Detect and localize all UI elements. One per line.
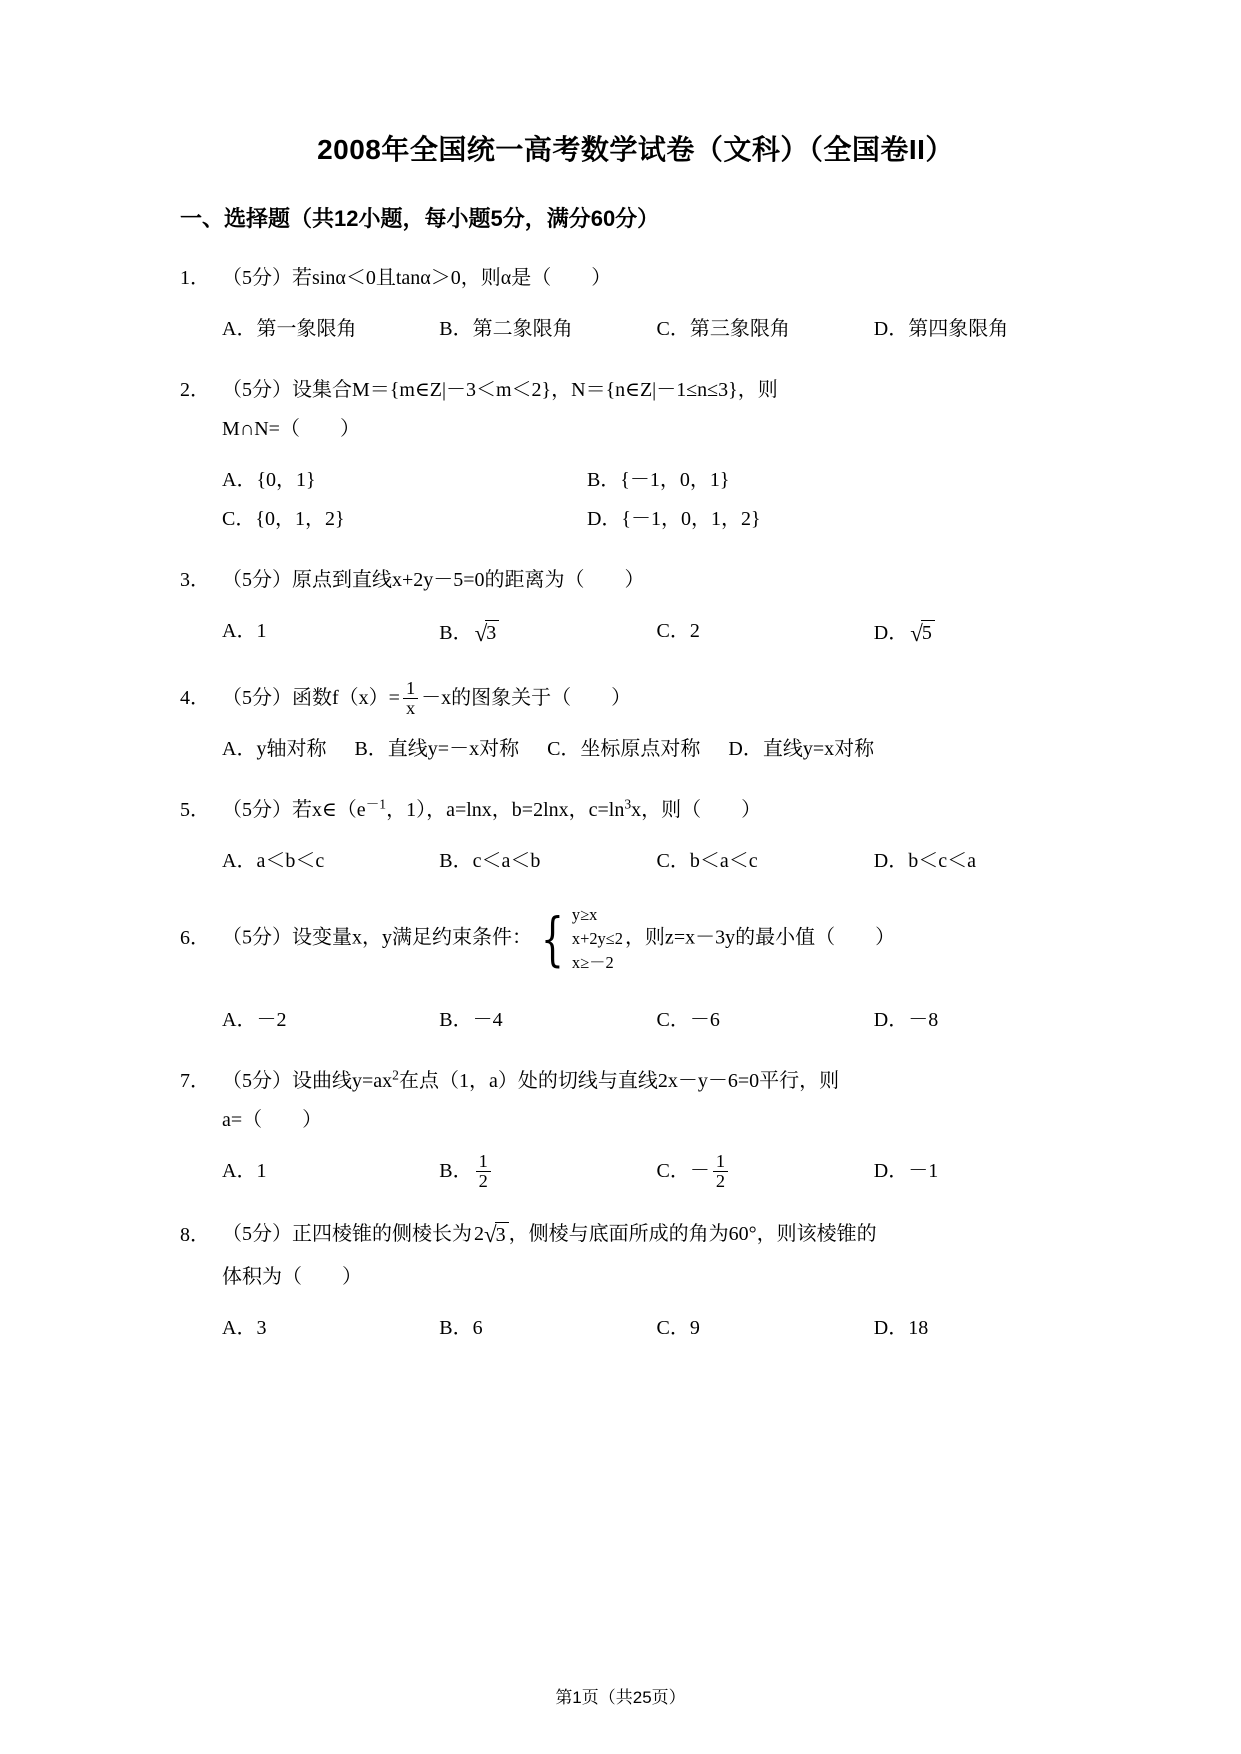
option-b[interactable]: B．直线y=－x对称: [354, 738, 520, 761]
question-5: [180, 791, 1091, 830]
option-b[interactable]: B． $\frac{1}{2}$: [439, 1152, 656, 1192]
option-d[interactable]: D．18: [873, 1317, 929, 1340]
sqrt-icon: √5: [908, 612, 935, 657]
fraction: $\frac{1}{2}$: [476, 1152, 491, 1192]
option-c[interactable]: C．坐标原点对称: [547, 738, 701, 761]
option-d[interactable]: D．b＜c＜a: [873, 850, 976, 873]
option-a[interactable]: A．1: [222, 620, 267, 642]
option-d[interactable]: D．√5: [874, 612, 1091, 657]
question-8-number: 8．: [180, 1223, 210, 1246]
option-c[interactable]: C．－6: [656, 1008, 720, 1031]
sqrt-icon: 2√3: [472, 1213, 509, 1258]
question-4-options: [180, 730, 1091, 769]
question-1-number: 1．: [180, 267, 210, 289]
question-5-stem: （5分）若$x\in(e^{-1}$，1），a=lnx，b=2lnx，$c=\ln^3x$，则（ ）: [222, 796, 762, 822]
option-c[interactable]: C．{0，1，2}: [222, 508, 345, 530]
option-b[interactable]: B．第二象限角: [439, 318, 573, 340]
question-8-stem-cont: 体积为（ ）: [222, 1266, 362, 1289]
question-3-options: [180, 612, 1091, 657]
page-title: 2008年全国统一高考数学试卷（文科）（全国卷II）: [317, 134, 954, 165]
question-6-stem-after: ，则z=x－3y的最小值（ ）: [624, 926, 896, 949]
option-d[interactable]: D．第四象限角: [873, 318, 1009, 340]
option-a[interactable]: A．3: [222, 1317, 267, 1340]
question-3-number: 3．: [180, 569, 210, 591]
option-a[interactable]: A．1: [222, 1159, 267, 1182]
fraction: $\frac{1}{2}$: [713, 1152, 728, 1192]
sqrt-icon: √3: [473, 612, 500, 657]
question-8-options: [180, 1309, 1091, 1348]
page-footer: 第1页（共25页）: [555, 1688, 686, 1707]
question-8: [180, 1213, 1091, 1297]
option-a[interactable]: A．第一象限角: [222, 318, 357, 340]
question-2-options: [180, 461, 1091, 539]
option-b[interactable]: B．6: [439, 1317, 483, 1340]
question-6: [180, 903, 1091, 974]
option-d[interactable]: D．直线y=x对称: [728, 738, 875, 761]
question-5-number: 5．: [180, 799, 210, 822]
question-4: [180, 679, 1091, 719]
option-b[interactable]: B．{－1，0，1}: [586, 469, 730, 491]
question-7-stem-cont: a=（ ）: [222, 1108, 323, 1131]
option-c[interactable]: C．2: [656, 620, 700, 642]
option-c[interactable]: C．－ $\frac{1}{2}$: [657, 1152, 874, 1192]
question-4-stem-after: －x的图象关于（ ）: [421, 687, 632, 710]
option-a[interactable]: A．a＜b＜c: [222, 850, 325, 873]
question-1-stem: （5分）若sinα＜0且tanα＞0，则α是（ ）: [222, 267, 612, 289]
question-2-stem: （5分）设集合M＝{m∈Z|－3＜m＜2}，N＝{n∈Z|－1≤n≤3}，则: [222, 379, 778, 401]
section-heading: 一、选择题（共12小题，每小题5分，满分60分）: [180, 206, 660, 231]
option-b[interactable]: B．√3: [439, 612, 656, 657]
question-7-options: [180, 1152, 1091, 1192]
option-a[interactable]: A．－2: [222, 1008, 287, 1031]
option-d[interactable]: D．{－1，0，1，2}: [586, 508, 761, 530]
option-a[interactable]: A．{0，1}: [222, 469, 316, 491]
question-5-options: [180, 842, 1091, 881]
constraint-system: { y≥x x+2y≤2 x≥－2: [541, 904, 623, 973]
option-b[interactable]: B．c＜a＜b: [439, 850, 541, 873]
question-8-stem-after: ，侧棱与底面所成的角为60°，则该棱锥的: [508, 1223, 877, 1246]
option-c[interactable]: C．b＜a＜c: [656, 850, 758, 873]
question-4-number: 4．: [180, 687, 210, 710]
option-a[interactable]: A．y轴对称: [222, 738, 327, 761]
option-d[interactable]: D．－1: [873, 1159, 939, 1182]
question-7-stem: （5分）设曲线$y=ax^2$在点（1，a）处的切线与直线2x－y－6=0平行，则: [222, 1067, 840, 1092]
question-8-stem-before: （5分）正四棱锥的侧棱长为: [222, 1223, 472, 1246]
question-7-number: 7．: [180, 1069, 210, 1092]
question-6-options: [180, 1001, 1091, 1040]
fraction: $\frac{1}{x}$: [403, 679, 418, 719]
question-6-number: 6．: [180, 926, 210, 949]
question-2-stem-cont: M∩N=（ ）: [222, 418, 360, 440]
option-d[interactable]: D．－8: [873, 1008, 939, 1031]
question-1-options: [180, 310, 1091, 349]
question-7: [180, 1062, 1091, 1140]
question-3: [180, 561, 1091, 600]
option-c[interactable]: C．第三象限角: [656, 318, 790, 340]
question-2: [180, 371, 1091, 449]
question-2-number: 2．: [180, 379, 210, 401]
option-b[interactable]: B．－4: [439, 1008, 503, 1031]
question-3-stem: （5分）原点到直线x+2y－5=0的距离为（ ）: [222, 569, 645, 591]
question-6-stem-before: （5分）设变量x，y满足约束条件：: [222, 926, 532, 949]
question-1: [180, 259, 1091, 298]
question-4-stem-before: （5分）函数f（x）=: [222, 687, 400, 710]
option-c[interactable]: C．9: [656, 1317, 700, 1340]
